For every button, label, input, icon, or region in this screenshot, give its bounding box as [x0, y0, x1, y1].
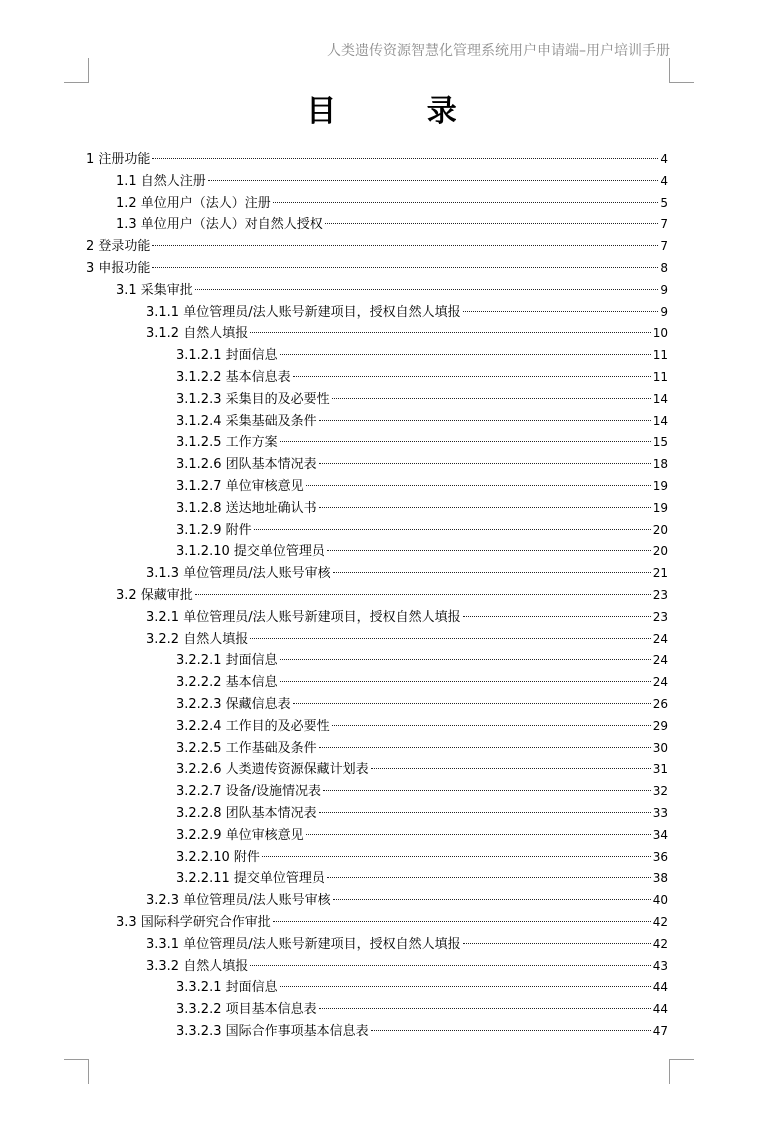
toc-entry-label: 3.3.2.3 国际合作事项基本信息表: [176, 1024, 369, 1039]
dot-leader: [332, 725, 651, 726]
toc-entry[interactable]: [176, 780, 668, 802]
dot-leader: [293, 703, 651, 704]
dot-leader: [319, 463, 651, 464]
toc-entry[interactable]: [146, 933, 668, 955]
toc-entry[interactable]: [176, 715, 668, 737]
toc-entry-page-number: 19: [652, 479, 668, 493]
toc-entry-label: 1.3 单位用户（法人）对自然人授权: [116, 217, 323, 232]
toc-entry-label: 3.3.1 单位管理员/法人账号新建项目，授权自然人填报: [146, 937, 461, 952]
dot-leader: [319, 812, 651, 813]
dot-leader: [262, 856, 651, 857]
crop-mark-bottom-left: [64, 1059, 89, 1084]
toc-entry[interactable]: [176, 758, 668, 780]
toc-entry-page-number: 4: [660, 174, 668, 188]
crop-mark-top-left: [64, 58, 89, 83]
toc-entry-page-number: 9: [660, 305, 668, 319]
dot-leader: [463, 616, 651, 617]
toc-entry-label: 3.2.2.7 设备/设施情况表: [176, 784, 321, 799]
toc-entry-page-number: 47: [652, 1024, 668, 1038]
crop-mark-top-right: [669, 58, 694, 83]
toc-entry[interactable]: [146, 889, 668, 911]
toc-entry-page-number: 32: [652, 784, 668, 798]
running-header: 人类遗传资源智慧化管理系统用户申请端–用户培训手册: [327, 43, 670, 59]
dot-leader: [319, 1008, 651, 1009]
toc-entry-label: 3.2.2.10 附件: [176, 850, 260, 865]
dot-leader: [371, 1030, 651, 1031]
toc-entry-label: 3.1.2.3 采集目的及必要性: [176, 392, 330, 407]
toc-entry-page-number: 26: [652, 697, 668, 711]
toc-entry-label: 3.2.2.9 单位审核意见: [176, 828, 304, 843]
dot-leader: [333, 572, 651, 573]
toc-entry-page-number: 23: [652, 588, 668, 602]
toc-entry-label: 2 登录功能: [86, 239, 151, 254]
toc-entry[interactable]: [176, 867, 668, 889]
toc-entry-page-number: 19: [652, 501, 668, 515]
toc-entry-page-number: 33: [652, 806, 668, 820]
toc-entry[interactable]: [146, 322, 668, 344]
toc-entry-page-number: 23: [652, 610, 668, 624]
toc-entry[interactable]: [116, 279, 668, 301]
toc-entry-label: 3.1.2.5 工作方案: [176, 435, 278, 450]
toc-entry-page-number: 7: [660, 217, 668, 231]
toc-entry-page-number: 31: [652, 762, 668, 776]
toc-entry-page-number: 24: [652, 632, 668, 646]
toc-entry-page-number: 14: [652, 414, 668, 428]
toc-entry-page-number: 11: [652, 348, 668, 362]
toc-entry[interactable]: [176, 519, 668, 541]
dot-leader: [250, 332, 651, 333]
toc-entry[interactable]: [176, 497, 668, 519]
dot-leader: [273, 921, 651, 922]
toc-entry-label: 3.2.2.5 工作基础及条件: [176, 741, 317, 756]
toc-entry[interactable]: [176, 824, 668, 846]
toc-entry-label: 3.2.1 单位管理员/法人账号新建项目，授权自然人填报: [146, 610, 461, 625]
dot-leader: [306, 485, 651, 486]
dot-leader: [280, 681, 651, 682]
dot-leader: [333, 899, 651, 900]
dot-leader: [152, 158, 658, 159]
toc-entry[interactable]: [116, 213, 668, 235]
dot-leader: [152, 245, 658, 246]
toc-entry-label: 3.3.2.2 项目基本信息表: [176, 1002, 317, 1017]
toc-entry-page-number: 38: [652, 871, 668, 885]
dot-leader: [250, 965, 651, 966]
toc-entry-page-number: 44: [652, 980, 668, 994]
toc-entry[interactable]: [116, 170, 668, 192]
toc-entry[interactable]: [176, 388, 668, 410]
toc-entry[interactable]: [176, 344, 668, 366]
dot-leader: [293, 376, 651, 377]
toc-entry[interactable]: [176, 431, 668, 453]
crop-mark-bottom-right: [669, 1059, 694, 1084]
toc-entry-page-number: 18: [652, 457, 668, 471]
toc-entry-page-number: 42: [652, 937, 668, 951]
toc-title: 目 录: [306, 94, 497, 129]
dot-leader: [371, 768, 651, 769]
toc-entry-label: 3.1.2 自然人填报: [146, 326, 249, 341]
toc-entry[interactable]: [146, 562, 668, 584]
toc-entry-page-number: 4: [660, 152, 668, 166]
toc-entry[interactable]: [116, 584, 668, 606]
dot-leader: [280, 441, 651, 442]
toc-entry-label: 3.3 国际科学研究合作审批: [116, 915, 271, 930]
toc-entry-label: 1 注册功能: [86, 152, 151, 167]
toc-entry-label: 3.1.2.2 基本信息表: [176, 370, 291, 385]
toc-entry[interactable]: [176, 737, 668, 759]
toc-entry-label: 1.2 单位用户（法人）注册: [116, 196, 271, 211]
toc-entry-page-number: 10: [652, 326, 668, 340]
dot-leader: [319, 420, 651, 421]
toc-entry-label: 1.1 自然人注册: [116, 174, 206, 189]
toc-entry-page-number: 20: [652, 544, 668, 558]
toc-entry-page-number: 11: [652, 370, 668, 384]
toc-entry-label: 3 申报功能: [86, 261, 151, 276]
dot-leader: [463, 943, 651, 944]
toc-entry-label: 3.2.3 单位管理员/法人账号审核: [146, 893, 331, 908]
toc-entry-page-number: 44: [652, 1002, 668, 1016]
toc-entry-label: 3.1.2.1 封面信息: [176, 348, 278, 363]
toc-entry-label: 3.2 保藏审批: [116, 588, 193, 603]
toc-entry-label: 3.1.2.9 附件: [176, 523, 252, 538]
dot-leader: [319, 747, 651, 748]
toc-entry[interactable]: [176, 976, 668, 998]
toc-entry-page-number: 9: [660, 283, 668, 297]
toc-entry-page-number: 24: [652, 675, 668, 689]
toc-entry-label: 3.1.1 单位管理员/法人账号新建项目，授权自然人填报: [146, 305, 461, 320]
toc-entry[interactable]: [176, 540, 668, 562]
toc-entry-label: 3.1.2.7 单位审核意见: [176, 479, 304, 494]
dot-leader: [325, 223, 659, 224]
dot-leader: [323, 790, 651, 791]
toc-entry-page-number: 40: [652, 893, 668, 907]
dot-leader: [327, 877, 651, 878]
toc-entry[interactable]: [146, 955, 668, 977]
dot-leader: [319, 507, 651, 508]
toc-entry-label: 3.3.2 自然人填报: [146, 959, 249, 974]
toc-entry[interactable]: [86, 235, 668, 257]
toc-entry-label: 3.1 采集审批: [116, 283, 193, 298]
toc-entry-label: 3.1.3 单位管理员/法人账号审核: [146, 566, 331, 581]
dot-leader: [332, 398, 651, 399]
dot-leader: [208, 180, 659, 181]
toc-entry-label: 3.1.2.8 送达地址确认书: [176, 501, 317, 516]
dot-leader: [254, 529, 651, 530]
toc-entry[interactable]: [146, 628, 668, 650]
toc-entry[interactable]: [176, 410, 668, 432]
toc-entry-page-number: 5: [660, 196, 668, 210]
toc-entry-page-number: 36: [652, 850, 668, 864]
toc-entry-label: 3.2.2.3 保藏信息表: [176, 697, 291, 712]
toc-entry[interactable]: [176, 453, 668, 475]
toc-entry-page-number: 21: [652, 566, 668, 580]
toc-entry-page-number: 34: [652, 828, 668, 842]
toc-entry-page-number: 43: [652, 959, 668, 973]
toc-entry-page-number: 24: [652, 653, 668, 667]
toc-entry[interactable]: [146, 301, 668, 323]
toc-entry[interactable]: [86, 148, 668, 170]
toc-entry[interactable]: [116, 192, 668, 214]
toc-entry[interactable]: [116, 911, 668, 933]
toc-entry-label: 3.2.2.4 工作目的及必要性: [176, 719, 330, 734]
dot-leader: [306, 834, 651, 835]
toc-entry-label: 3.2.2.6 人类遗传资源保藏计划表: [176, 762, 369, 777]
toc-entry-label: 3.2.2 自然人填报: [146, 632, 249, 647]
toc-entry[interactable]: [176, 1020, 668, 1042]
toc-entry-label: 3.2.2.8 团队基本情况表: [176, 806, 317, 821]
toc-entry-label: 3.2.2.11 提交单位管理员: [176, 871, 325, 886]
toc-entry-page-number: 42: [652, 915, 668, 929]
toc-entry-label: 3.1.2.6 团队基本情况表: [176, 457, 317, 472]
toc-entry[interactable]: [176, 998, 668, 1020]
dot-leader: [280, 659, 651, 660]
toc-entry-page-number: 14: [652, 392, 668, 406]
dot-leader: [273, 202, 659, 203]
toc-entry[interactable]: [176, 671, 668, 693]
dot-leader: [195, 594, 651, 595]
toc-entry-label: 3.2.2.2 基本信息: [176, 675, 278, 690]
toc-entry[interactable]: [176, 802, 668, 824]
toc-entry-page-number: 8: [660, 261, 668, 275]
toc-entry[interactable]: [86, 257, 668, 279]
toc-entry[interactable]: [176, 366, 668, 388]
toc-entry-page-number: 20: [652, 523, 668, 537]
dot-leader: [280, 354, 651, 355]
toc-entry[interactable]: [176, 649, 668, 671]
dot-leader: [152, 267, 658, 268]
toc-entry[interactable]: [146, 606, 668, 628]
toc-entry-page-number: 7: [660, 239, 668, 253]
toc-entry[interactable]: [176, 475, 668, 497]
toc-entry-page-number: 29: [652, 719, 668, 733]
dot-leader: [280, 986, 651, 987]
toc-entry-label: 3.1.2.4 采集基础及条件: [176, 414, 317, 429]
dot-leader: [327, 550, 651, 551]
toc-entry-label: 3.3.2.1 封面信息: [176, 980, 278, 995]
toc-entry[interactable]: [176, 846, 668, 868]
dot-leader: [250, 638, 651, 639]
dot-leader: [463, 311, 659, 312]
toc-entry-label: 3.1.2.10 提交单位管理员: [176, 544, 325, 559]
toc-entry[interactable]: [176, 693, 668, 715]
toc-entry-page-number: 30: [652, 741, 668, 755]
toc-entry-label: 3.2.2.1 封面信息: [176, 653, 278, 668]
toc-entry-page-number: 15: [652, 435, 668, 449]
dot-leader: [195, 289, 659, 290]
